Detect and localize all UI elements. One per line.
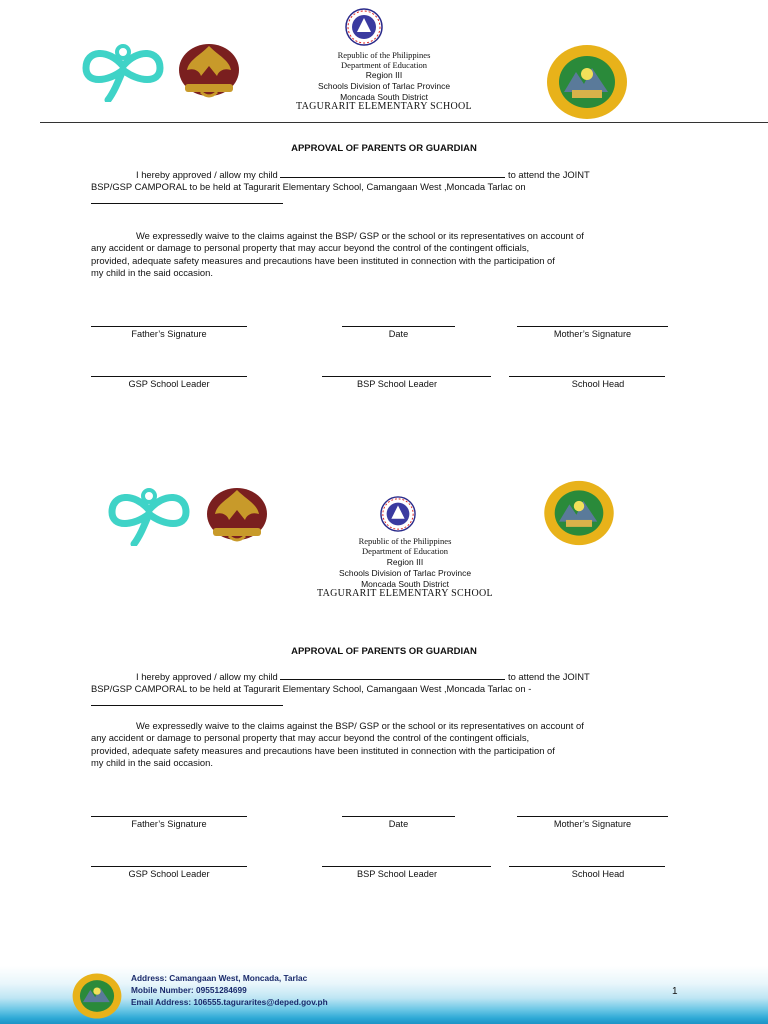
date-signature-line[interactable] xyxy=(342,326,455,327)
form-title: APPROVAL OF PARENTS OR GUARDIAN xyxy=(291,143,477,154)
letterhead-region: Region III xyxy=(386,557,424,567)
consent-text-line2: BSP/GSP CAMPORAL to be held at Tagurarit Elementary School, Camangaan West ,Moncada Tarlac on - xyxy=(91,683,532,695)
mother-signature-line[interactable] xyxy=(517,816,668,817)
letterhead-district: Moncada South District xyxy=(361,579,449,589)
bsp-leader-label: BSP School Leader xyxy=(356,869,438,879)
waiver-line-2: any accident or damage to personal property that may accur beyond the control of the contingent officials, xyxy=(91,242,530,254)
consent-text-start: I hereby approved / allow my child xyxy=(136,671,278,682)
waiver-line-3: provided, adequate safety measures and precautions have been instituted in connection with the participation of xyxy=(91,254,555,266)
date-blank[interactable] xyxy=(91,194,283,204)
school-head-line[interactable] xyxy=(509,866,665,867)
father-signature-label: Father’s Signature xyxy=(131,329,207,339)
footer-address: Address: Camangaan West, Moncada, Tarlac xyxy=(131,973,308,983)
waiver-paragraph xyxy=(91,230,676,280)
mother-signature-line[interactable] xyxy=(517,326,668,327)
letterhead-republic: Republic of the Philippines xyxy=(358,536,452,546)
bsp-scout-logo xyxy=(177,40,241,102)
waiver-line-3: provided, adequate safety measures and precautions have been instituted in connection with the participation of xyxy=(91,744,555,756)
child-name-blank[interactable] xyxy=(280,168,505,178)
letterhead-department: Department of Education xyxy=(341,60,427,70)
gsp-leader-line[interactable] xyxy=(91,376,247,377)
footer-email[interactable]: Email Address: 106555.tagurarites@deped.gov.ph xyxy=(131,997,328,1007)
consent-text-line2: BSP/GSP CAMPORAL to be held at Tagurarit Elementary School, Camangaan West ,Moncada Tarlac on xyxy=(91,181,526,193)
waiver-line-2: any accident or damage to personal property that may accur beyond the control of the contingent officials, xyxy=(91,732,530,744)
consent-text-mid: to attend the JOINT xyxy=(507,169,590,180)
footer-mobile: Mobile Number: 09551284699 xyxy=(131,985,247,995)
consent-paragraph xyxy=(91,168,676,207)
school-logo xyxy=(546,44,628,120)
gsp-leader-label: GSP School Leader xyxy=(128,869,210,879)
letterhead-district: Moncada South District xyxy=(340,92,428,102)
date-signature-line[interactable] xyxy=(342,816,455,817)
child-name-blank[interactable] xyxy=(280,670,505,680)
form-title: APPROVAL OF PARENTS OR GUARDIAN xyxy=(291,646,477,657)
letterhead-region: Region III xyxy=(365,70,403,80)
bsp-leader-line[interactable] xyxy=(322,376,491,377)
waiver-line-4: my child in the said occasion. xyxy=(91,757,213,769)
date-blank[interactable] xyxy=(91,696,283,706)
letterhead-school-name: TAGURARIT ELEMENTARY SCHOOL xyxy=(296,101,472,112)
father-signature-line[interactable] xyxy=(91,326,247,327)
mother-signature-label: Mother’s Signature xyxy=(553,329,632,339)
father-signature-label: Father’s Signature xyxy=(131,819,207,829)
school-head-label: School Head xyxy=(571,379,625,389)
deped-seal xyxy=(380,496,416,532)
letterhead-division: Schools Division of Tarlac Province xyxy=(317,81,451,91)
school-logo xyxy=(538,480,620,546)
waiver-paragraph xyxy=(91,720,676,770)
gsp-leader-line[interactable] xyxy=(91,866,247,867)
consent-text-start: I hereby approved / allow my child xyxy=(136,169,278,180)
waiver-line-4: my child in the said occasion. xyxy=(91,267,213,279)
header-divider xyxy=(40,122,768,123)
page-number: 1 xyxy=(672,986,678,997)
gsp-trefoil-logo xyxy=(104,484,194,546)
date-label: Date xyxy=(388,819,409,829)
gsp-trefoil-logo xyxy=(78,40,168,102)
gsp-leader-label: GSP School Leader xyxy=(128,379,210,389)
waiver-line-1: We expressedly waive to the claims against the BSP/ GSP or the school or its representatives on account of xyxy=(136,720,584,731)
letterhead-division: Schools Division of Tarlac Province xyxy=(338,568,472,578)
school-head-line[interactable] xyxy=(509,376,665,377)
footer-school-logo xyxy=(72,972,122,1020)
waiver-line-1: We expressedly waive to the claims against the BSP/ GSP or the school or its representatives on account of xyxy=(136,230,584,241)
consent-paragraph xyxy=(91,670,676,709)
date-label: Date xyxy=(388,329,409,339)
bsp-leader-line[interactable] xyxy=(322,866,491,867)
consent-text-mid: to attend the JOINT xyxy=(507,671,590,682)
letterhead-school-name: TAGURARIT ELEMENTARY SCHOOL xyxy=(317,588,493,599)
letterhead-republic: Republic of the Philippines xyxy=(337,50,431,60)
letterhead-department: Department of Education xyxy=(362,546,448,556)
mother-signature-label: Mother’s Signature xyxy=(553,819,632,829)
deped-seal xyxy=(345,8,383,46)
school-head-label: School Head xyxy=(571,869,625,879)
father-signature-line[interactable] xyxy=(91,816,247,817)
bsp-leader-label: BSP School Leader xyxy=(356,379,438,389)
